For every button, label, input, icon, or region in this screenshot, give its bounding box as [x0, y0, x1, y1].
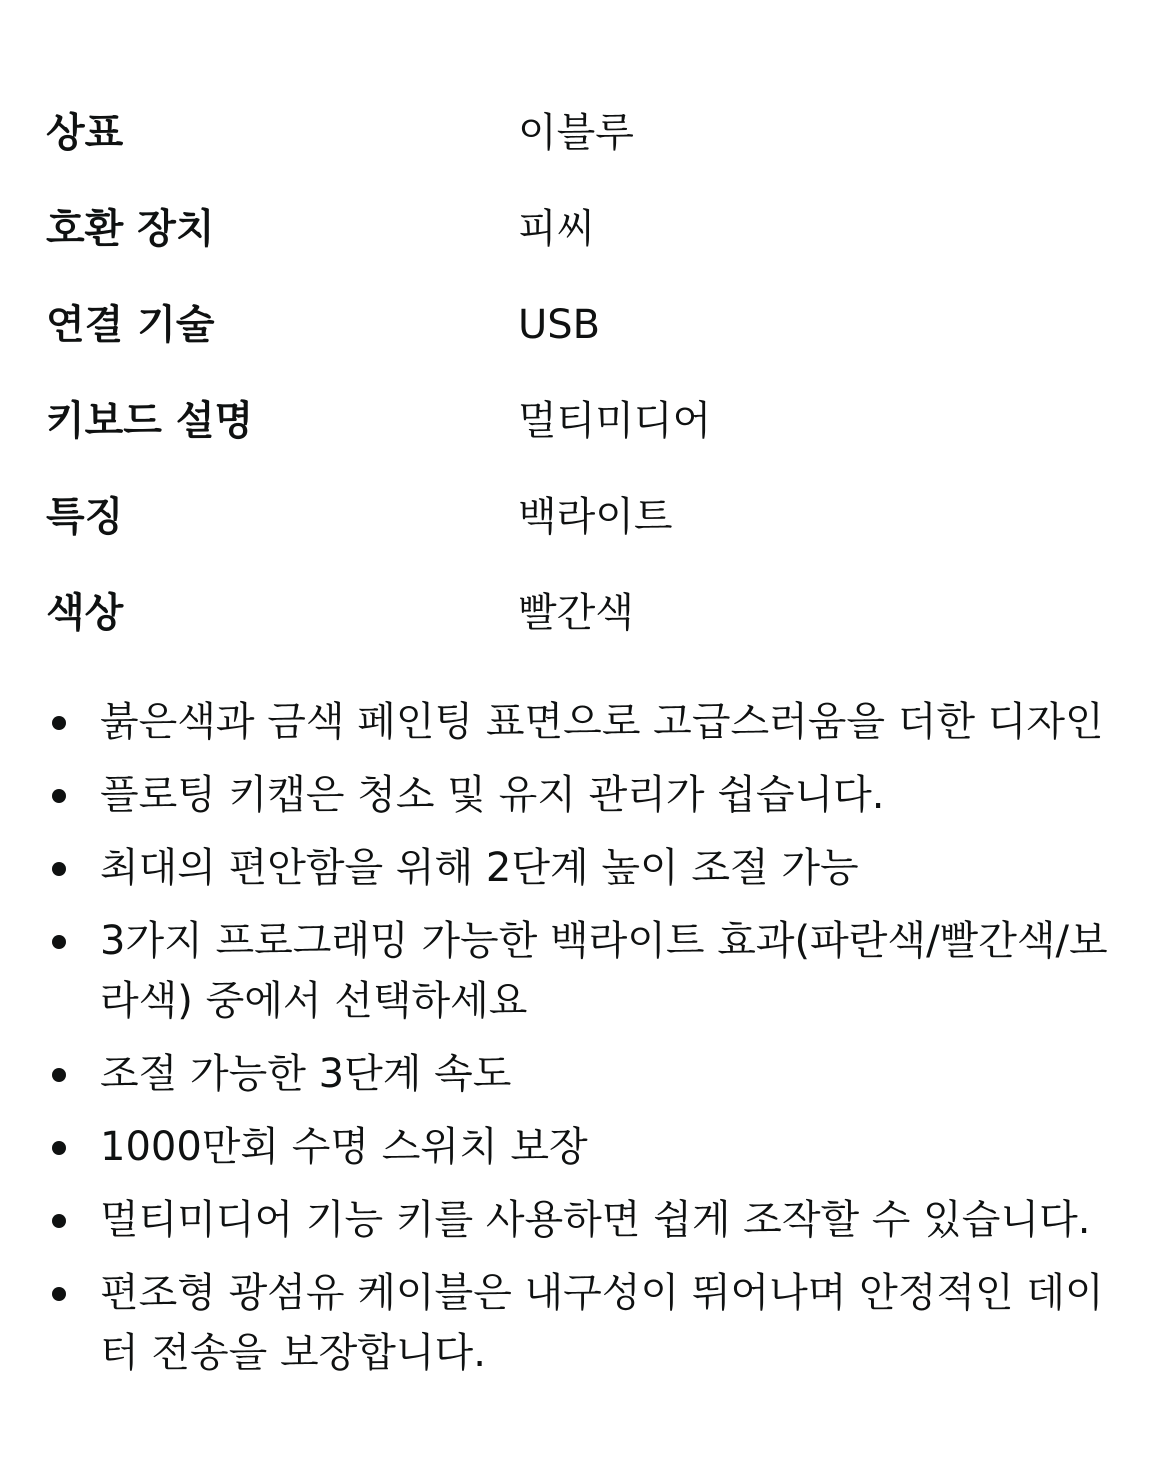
feature-text: 조절 가능한 3단계 속도 [100, 1051, 512, 1097]
spec-label: 상표 [46, 110, 124, 156]
spec-value: 피씨 [518, 206, 596, 252]
bullet-icon [52, 1287, 66, 1301]
spec-value: 빨간색 [518, 590, 634, 636]
spec-label: 색상 [46, 590, 124, 636]
spec-row-connectivity [46, 277, 1126, 373]
spec-row-color [46, 565, 1126, 661]
list-item [0, 838, 1170, 898]
feature-text: 3가지 프로그래밍 가능한 백라이트 효과(파란색/빨간색/보라색) 중에서 선택하세요 [100, 918, 1108, 1024]
spec-label: 키보드 설명 [46, 398, 254, 444]
feature-text: 플로팅 키캡은 청소 및 유지 관리가 쉽습니다. [100, 772, 885, 818]
spec-value: USB [518, 302, 601, 348]
bullet-icon [52, 1141, 66, 1155]
feature-text: 최대의 편안함을 위해 2단계 높이 조절 가능 [100, 845, 859, 891]
list-item [0, 911, 1170, 1031]
spec-row-keyboard-description [46, 373, 1126, 469]
list-item [0, 692, 1170, 752]
spec-value: 이블루 [518, 110, 634, 156]
list-item [0, 1263, 1170, 1383]
list-item [0, 1044, 1170, 1104]
bullet-icon [52, 862, 66, 876]
bullet-icon [52, 935, 66, 949]
bullet-icon [52, 1068, 66, 1082]
feature-bullet-list [0, 692, 1170, 1396]
spec-value: 멀티미디어 [518, 398, 712, 444]
spec-label: 호환 장치 [46, 206, 215, 252]
bullet-icon [52, 716, 66, 730]
list-item [0, 765, 1170, 825]
spec-row-brand [46, 85, 1126, 181]
list-item [0, 1190, 1170, 1250]
spec-label: 연결 기술 [46, 302, 215, 348]
feature-text: 붉은색과 금색 페인팅 표면으로 고급스러움을 더한 디자인 [100, 699, 1104, 745]
list-item [0, 1117, 1170, 1177]
bullet-icon [52, 789, 66, 803]
feature-text: 편조형 광섬유 케이블은 내구성이 뛰어나며 안정적인 데이터 전송을 보장합니다. [100, 1270, 1104, 1376]
spec-label: 특징 [46, 494, 124, 540]
spec-value: 백라이트 [518, 494, 673, 540]
product-spec-table [46, 85, 1126, 661]
spec-row-compatible-devices [46, 181, 1126, 277]
bullet-icon [52, 1214, 66, 1228]
feature-text: 멀티미디어 기능 키를 사용하면 쉽게 조작할 수 있습니다. [100, 1197, 1091, 1243]
spec-row-feature [46, 469, 1126, 565]
feature-text: 1000만회 수명 스위치 보장 [100, 1124, 588, 1170]
